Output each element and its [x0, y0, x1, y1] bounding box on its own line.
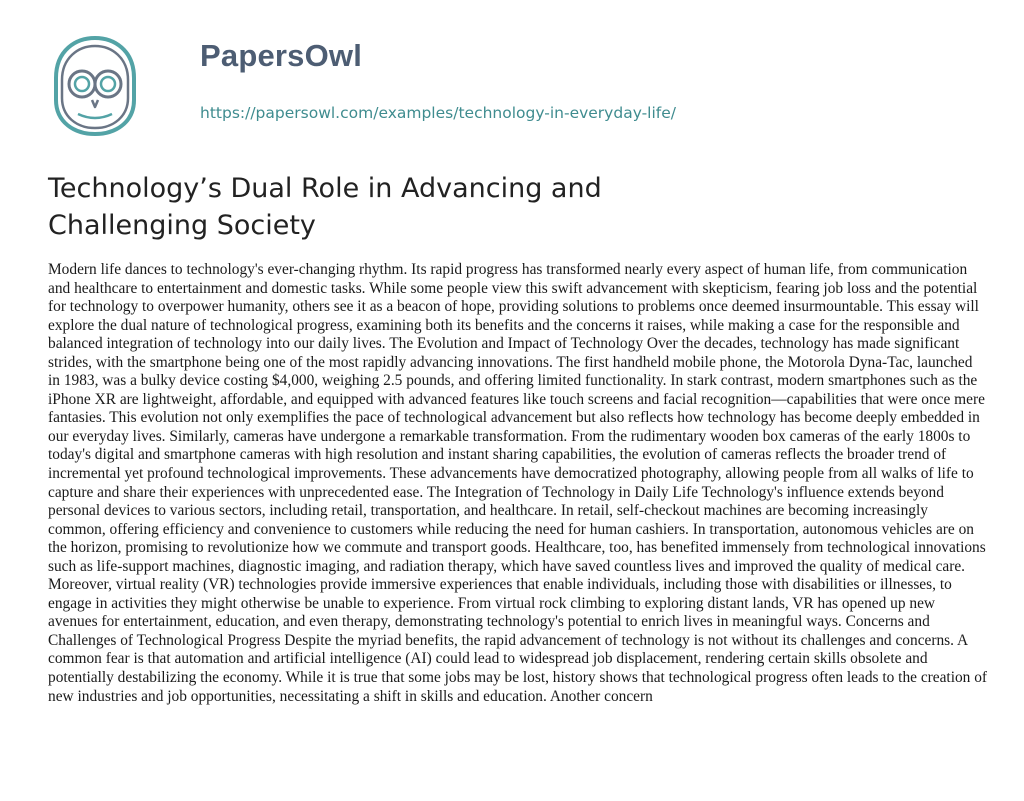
source-url-link[interactable]: https://papersowl.com/examples/technology-in-everyday-life/ — [200, 104, 677, 122]
header — [48, 30, 988, 140]
essay-title: Technology’s Dual Role in Advancing and Challenging Society — [48, 173, 602, 241]
essay-body: Modern life dances to technology's ever-changing rhythm. Its rapid progress has transformed nearly every aspect of human life, from communication and healthcare to entertainment and domestic tasks. While some people view this swift advancement with skepticism, fearing job loss and the potential for technology to overpower humanity, others see it as a beacon of hope, providing solutions to problems once deemed insurmountable. This essay will explore the dual nature of technological progress, examining both its benefits and the concerns it raises, while making a case for the responsible and balanced integration of technology into our daily lives. The Evolution and Impact of Technology Over the decades, technology has made significant strides, with the smartphone being one of the most rapidly advancing innovations. The first handheld mobile phone, the Motorola Dyna-Tac, launched in 1983, was a bulky device costing $4,000, weighing 2.5 pounds, and offering limited functionality. In stark contrast, modern smartphones such as the iPhone XR are lightweight, affordable, and equipped with advanced features like touch screens and facial recognition—capabilities that were once mere fantasies. This evolution not only exemplifies the pace of technological advancement but also reflects how technology has become deeply embedded in our everyday lives. Similarly, cameras have undergone a remarkable transformation. From the rudimentary wooden box cameras of the early 1800s to today's digital and smartphone cameras with high resolution and instant sharing capabilities, the evolution of cameras reflects the broader trend of incremental yet profound technological improvements. These advancements have democratized photography, allowing people from all walks of life to capture and share their experiences with unprecedented ease. The Integration of Technology in Daily Life Technology's influence extends beyond personal devices to various sectors, including retail, transportation, and healthcare. In retail, self-checkout machines are becoming increasingly common, offering efficiency and convenience to customers while reducing the need for human cashiers. In transportation, autonomous vehicles are on the horizon, promising to revolutionize how we commute and transport goods. Healthcare, too, has benefited immensely from technological innovations such as life-support machines, diagnostic imaging, and radiation therapy, which have saved countless lives and improved the quality of medical care. Moreover, virtual reality (VR) technologies provide immersive experiences that enable individuals, including those with disabilities or illnesses, to engage in activities they might otherwise be unable to experience. From virtual rock climbing to exploring distant lands, VR has opened up new avenues for entertainment, education, and even therapy, demonstrating technology's potential to enrich lives in meaningful ways. Concerns and Challenges of Technological Progress Despite the myriad benefits, the rapid advancement of technology is not without its challenges and concerns. A common fear is that automation and artificial intelligence (AI) could lead to widespread job displacement, rendering certain skills obsolete and potentially destabilizing the economy. While it is true that some jobs may be lost, history shows that technological progress often leads to the creation of new industries and job opportunities, necessitating a shift in skills and education. Another concern — [48, 261, 988, 705]
owl-logo-icon — [48, 30, 143, 140]
brand-name[interactable]: PapersOwl — [200, 38, 363, 73]
